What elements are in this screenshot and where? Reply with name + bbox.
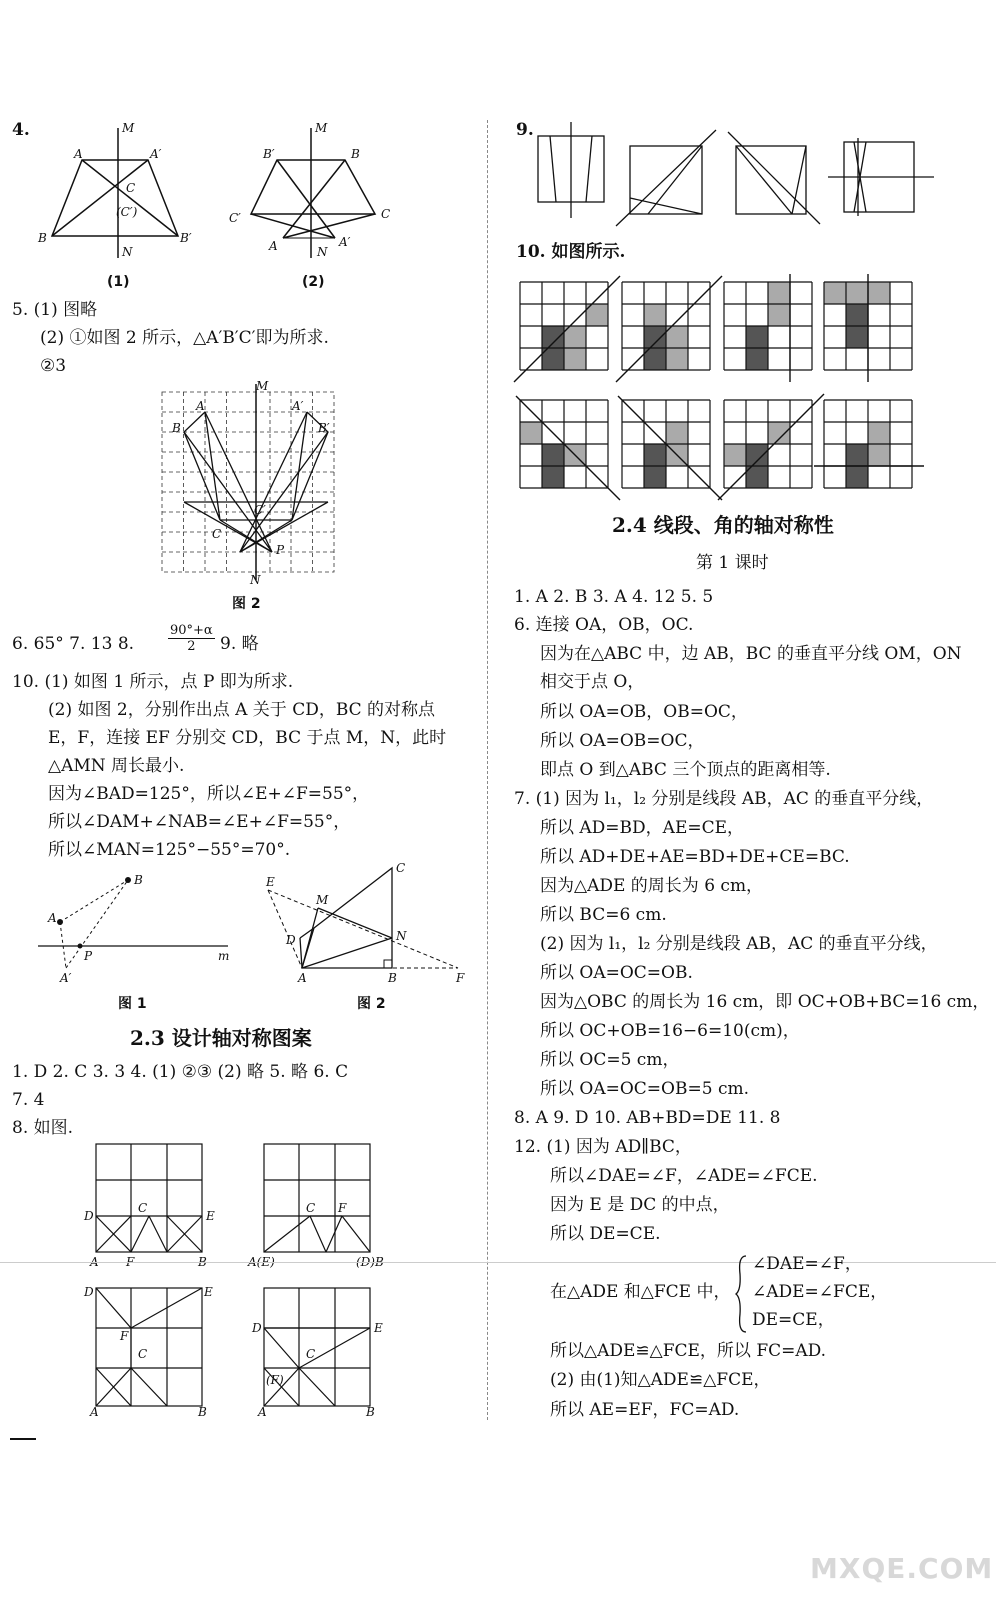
tail-line-0: 所以△ADE≌△FCE，所以 FC=AD. bbox=[550, 1341, 827, 1361]
svg-text:C: C bbox=[381, 207, 391, 221]
svg-text:B′: B′ bbox=[180, 231, 192, 245]
svg-text:(F): (F) bbox=[266, 1373, 284, 1387]
q10-text: 10. 如图所示. bbox=[516, 242, 626, 262]
r-line-1: 6. 连接 OA，OB，OC. bbox=[514, 615, 694, 635]
brace-lead: 在△ADE 和△FCE 中， bbox=[550, 1282, 731, 1302]
shaded-cell bbox=[846, 466, 868, 488]
shaded-grid bbox=[618, 396, 722, 500]
svg-text:C: C bbox=[306, 1201, 316, 1215]
shaded-cell bbox=[644, 326, 666, 348]
q5-line3: ②3 bbox=[40, 356, 67, 376]
q5-line2: (2) ①如图 2 所示，△A′B′C′即为所求. bbox=[40, 328, 329, 348]
q5-line1: 5. (1) 图略 bbox=[12, 300, 98, 320]
q10-line-3: △AMN 周长最小. bbox=[48, 756, 185, 776]
q4-figure-1 bbox=[30, 118, 230, 268]
q8-grid-1 bbox=[84, 1138, 224, 1268]
svg-text:F: F bbox=[120, 1329, 129, 1343]
q10-shaded-grids bbox=[516, 276, 926, 516]
r-line-21: 因为 E 是 DC 的中点， bbox=[550, 1195, 730, 1215]
svg-text:A: A bbox=[298, 971, 307, 985]
q4-caption-2: (2) bbox=[302, 274, 325, 290]
shaded-cell bbox=[724, 444, 746, 466]
shaded-cell bbox=[666, 422, 688, 444]
shaded-cell bbox=[644, 304, 666, 326]
svg-text:A′: A′ bbox=[60, 971, 72, 985]
svg-text:C: C bbox=[138, 1347, 148, 1361]
svg-text:A′: A′ bbox=[292, 399, 304, 413]
r-line-5: 所以 OA=OB=OC， bbox=[540, 731, 705, 751]
shaded-grid bbox=[616, 276, 722, 382]
svg-text:M: M bbox=[122, 121, 135, 135]
q8-fraction bbox=[168, 623, 215, 654]
r-line-13: 所以 OA=OC=OB. bbox=[540, 963, 693, 983]
q4-caption-1: (1) bbox=[107, 274, 130, 290]
q8-grid-2 bbox=[248, 1138, 402, 1269]
svg-text:M: M bbox=[315, 121, 328, 135]
shaded-cell bbox=[846, 304, 868, 326]
sec23-answers-line1: 1. D 2. C 3. 3 4. (1) ②③ (2) 略 5. 略 6. C bbox=[12, 1062, 349, 1082]
svg-text:A: A bbox=[258, 1405, 267, 1419]
q10-line-6: 所以∠MAN=125°−55°=70°. bbox=[48, 840, 291, 860]
q9-answer: 9. 略 bbox=[220, 634, 259, 654]
q10-line-0: 10. (1) 如图 1 所示，点 P 即为所求. bbox=[12, 672, 294, 692]
svg-text:A′: A′ bbox=[150, 147, 162, 161]
r-line-0: 1. A 2. B 3. A 4. 12 5. 5 bbox=[514, 587, 714, 607]
watermark: MXQE.COM bbox=[810, 1552, 994, 1585]
shaded-cell bbox=[644, 466, 666, 488]
svg-text:B: B bbox=[172, 421, 181, 435]
r-line-11: 所以 BC=6 cm. bbox=[540, 905, 667, 925]
svg-text:E: E bbox=[266, 875, 275, 889]
svg-text:B′: B′ bbox=[263, 147, 275, 161]
shaded-cell bbox=[746, 326, 768, 348]
r-line-6: 即点 O 到△ABC 三个顶点的距离相等. bbox=[540, 760, 831, 780]
brace-icon bbox=[734, 1254, 748, 1334]
brace-item-0: ∠DAE=∠F， bbox=[752, 1254, 862, 1274]
svg-text:A: A bbox=[196, 399, 205, 413]
r-line-10: 因为△ADE 的周长为 6 cm， bbox=[540, 876, 764, 896]
r-line-3: 相交于点 O， bbox=[540, 672, 645, 692]
svg-text:C: C bbox=[306, 1347, 316, 1361]
svg-text:B: B bbox=[388, 971, 397, 985]
svg-text:C: C bbox=[212, 527, 222, 541]
q10-fig1-caption: 图 1 bbox=[118, 996, 147, 1012]
q6-line-start: 6. 65° 7. 13 8. bbox=[12, 634, 135, 654]
svg-text:C: C bbox=[396, 861, 406, 875]
shaded-grid bbox=[724, 274, 812, 382]
brace-item-2: DE=CE， bbox=[752, 1310, 835, 1330]
shaded-cell bbox=[824, 282, 846, 304]
r-line-22: 所以 DE=CE. bbox=[550, 1224, 661, 1244]
svg-text:C′: C′ bbox=[229, 211, 241, 225]
section-2-3-title: 2.3 设计轴对称图案 bbox=[130, 1026, 312, 1050]
q10-figure-1 bbox=[38, 870, 238, 990]
svg-text:P: P bbox=[84, 949, 93, 963]
q8-grid-3 bbox=[84, 1282, 224, 1417]
tail-line-2: 所以 AE=EF，FC=AD. bbox=[550, 1400, 740, 1420]
fig2-caption: 图 2 bbox=[232, 596, 261, 612]
shaded-cell bbox=[520, 422, 542, 444]
svg-text:F: F bbox=[126, 1255, 135, 1269]
q10-figure-2 bbox=[262, 858, 477, 988]
svg-text:F: F bbox=[338, 1201, 347, 1215]
q8-fraction-numerator: 90°+α bbox=[170, 623, 213, 638]
shaded-grid bbox=[718, 394, 824, 500]
svg-text:B: B bbox=[134, 873, 143, 887]
svg-text:N: N bbox=[317, 245, 328, 259]
svg-text:(C′): (C′) bbox=[116, 205, 138, 219]
shaded-cell bbox=[846, 326, 868, 348]
q4-number: 4. bbox=[12, 120, 30, 140]
svg-text:(D)B: (D)B bbox=[356, 1255, 384, 1269]
shaded-grid bbox=[516, 396, 620, 500]
shaded-cell bbox=[564, 348, 586, 370]
shaded-cell bbox=[542, 466, 564, 488]
shaded-cell bbox=[746, 348, 768, 370]
svg-text:A: A bbox=[90, 1255, 99, 1269]
r-line-17: 所以 OA=OC=OB=5 cm. bbox=[540, 1079, 749, 1099]
shaded-cell bbox=[868, 282, 890, 304]
svg-text:N: N bbox=[250, 573, 261, 587]
svg-text:C: C bbox=[126, 181, 136, 195]
svg-text:B: B bbox=[366, 1405, 375, 1419]
shaded-cell bbox=[868, 444, 890, 466]
page-corner-mark bbox=[10, 1438, 36, 1440]
symmetry-axis bbox=[618, 396, 722, 500]
r-line-9: 所以 AD+DE+AE=BD+DE+CE=BC. bbox=[540, 847, 850, 867]
svg-text:F: F bbox=[456, 971, 465, 985]
r-line-4: 所以 OA=OB，OB=OC， bbox=[540, 702, 748, 722]
shaded-cell bbox=[666, 348, 688, 370]
svg-text:E: E bbox=[206, 1209, 215, 1223]
shaded-cell bbox=[542, 444, 564, 466]
tail-line-1: (2) 由(1)知△ADE≌△FCE， bbox=[550, 1370, 771, 1390]
svg-text:E: E bbox=[204, 1285, 213, 1299]
shaded-cell bbox=[768, 422, 790, 444]
svg-text:B: B bbox=[198, 1255, 207, 1269]
r-line-19: 12. (1) 因为 AD∥BC， bbox=[514, 1137, 692, 1157]
svg-text:D: D bbox=[252, 1321, 262, 1335]
q10-fig2-caption: 图 2 bbox=[357, 996, 386, 1012]
svg-text:A(E): A(E) bbox=[248, 1255, 275, 1269]
r-line-18: 8. A 9. D 10. AB+BD=DE 11. 8 bbox=[514, 1108, 781, 1128]
svg-text:M: M bbox=[256, 379, 269, 393]
q9-number: 9. bbox=[516, 120, 534, 140]
lesson-label: 第 1 课时 bbox=[696, 553, 769, 573]
svg-text:E: E bbox=[374, 1321, 383, 1335]
shaded-grid bbox=[514, 276, 620, 382]
q10-line-4: 因为∠BAD=125°，所以∠E+∠F=55°， bbox=[48, 784, 370, 804]
svg-text:A′: A′ bbox=[339, 235, 351, 249]
r-line-16: 所以 OC=5 cm， bbox=[540, 1050, 680, 1070]
svg-text:D: D bbox=[84, 1209, 94, 1223]
shaded-cell bbox=[846, 444, 868, 466]
svg-text:B: B bbox=[38, 231, 47, 245]
svg-text:A: A bbox=[269, 239, 278, 253]
r-line-8: 所以 AD=BD，AE=CE， bbox=[540, 818, 745, 838]
q4-figure-2 bbox=[225, 118, 415, 268]
q10-line-5: 所以∠DAM+∠NAB=∠E+∠F=55°， bbox=[48, 812, 351, 832]
svg-text:N: N bbox=[122, 245, 133, 259]
r-line-7: 7. (1) 因为 l₁，l₂ 分别是线段 AB，AC 的垂直平分线， bbox=[514, 789, 934, 809]
q8-fraction-denominator: 2 bbox=[187, 639, 196, 654]
q8-grid-4 bbox=[252, 1282, 402, 1417]
svg-text:B: B bbox=[351, 147, 360, 161]
shaded-cell bbox=[846, 282, 868, 304]
shaded-grid bbox=[824, 274, 912, 382]
shaded-cell bbox=[768, 304, 790, 326]
shaded-cell bbox=[746, 444, 768, 466]
shaded-cell bbox=[542, 326, 564, 348]
q10-line-2: E，F，连接 EF 分别交 CD，BC 于点 M，N，此时 bbox=[48, 728, 447, 748]
symmetry-axis bbox=[516, 396, 620, 500]
r-line-12: (2) 因为 l₁，l₂ 分别是线段 AB，AC 的垂直平分线， bbox=[540, 934, 938, 954]
svg-text:N: N bbox=[396, 929, 407, 943]
r-line-15: 所以 OC+OB=16−6=10(cm)， bbox=[540, 1021, 800, 1041]
svg-text:C′: C′ bbox=[254, 503, 266, 517]
sec23-answers-line3: 8. 如图. bbox=[12, 1118, 74, 1138]
brace-item-1: ∠ADE=∠FCE， bbox=[752, 1282, 888, 1302]
shaded-grid bbox=[814, 400, 924, 488]
q9-figures bbox=[530, 118, 950, 228]
svg-text:A: A bbox=[90, 1405, 99, 1419]
q5-grid-figure bbox=[162, 380, 342, 585]
section-2-4-title: 2.4 线段、角的轴对称性 bbox=[612, 513, 834, 537]
svg-text:B: B bbox=[198, 1405, 207, 1419]
svg-text:D: D bbox=[84, 1285, 94, 1299]
svg-text:P: P bbox=[276, 543, 285, 557]
r-line-20: 所以∠DAE=∠F，∠ADE=∠FCE. bbox=[550, 1166, 818, 1186]
svg-text:A: A bbox=[74, 147, 83, 161]
q10-line-1: (2) 如图 2，分别作出点 A 关于 CD，BC 的对称点 bbox=[48, 700, 436, 720]
sec23-answers-line2: 7. 4 bbox=[12, 1090, 45, 1110]
svg-text:C: C bbox=[138, 1201, 148, 1215]
q6-line bbox=[12, 634, 134, 654]
shaded-cell bbox=[868, 422, 890, 444]
svg-text:A: A bbox=[48, 911, 57, 925]
column-divider bbox=[487, 120, 488, 1420]
r-line-14: 因为△OBC 的周长为 16 cm，即 OC+OB+BC=16 cm， bbox=[540, 992, 990, 1012]
r-line-2: 因为在△ABC 中，边 AB，BC 的垂直平分线 OM，ON bbox=[540, 644, 962, 664]
shaded-cell bbox=[768, 282, 790, 304]
svg-text:m: m bbox=[218, 949, 230, 963]
svg-text:M: M bbox=[316, 893, 329, 907]
svg-text:B′: B′ bbox=[318, 421, 330, 435]
svg-text:D: D bbox=[286, 933, 296, 947]
shaded-cell bbox=[644, 444, 666, 466]
